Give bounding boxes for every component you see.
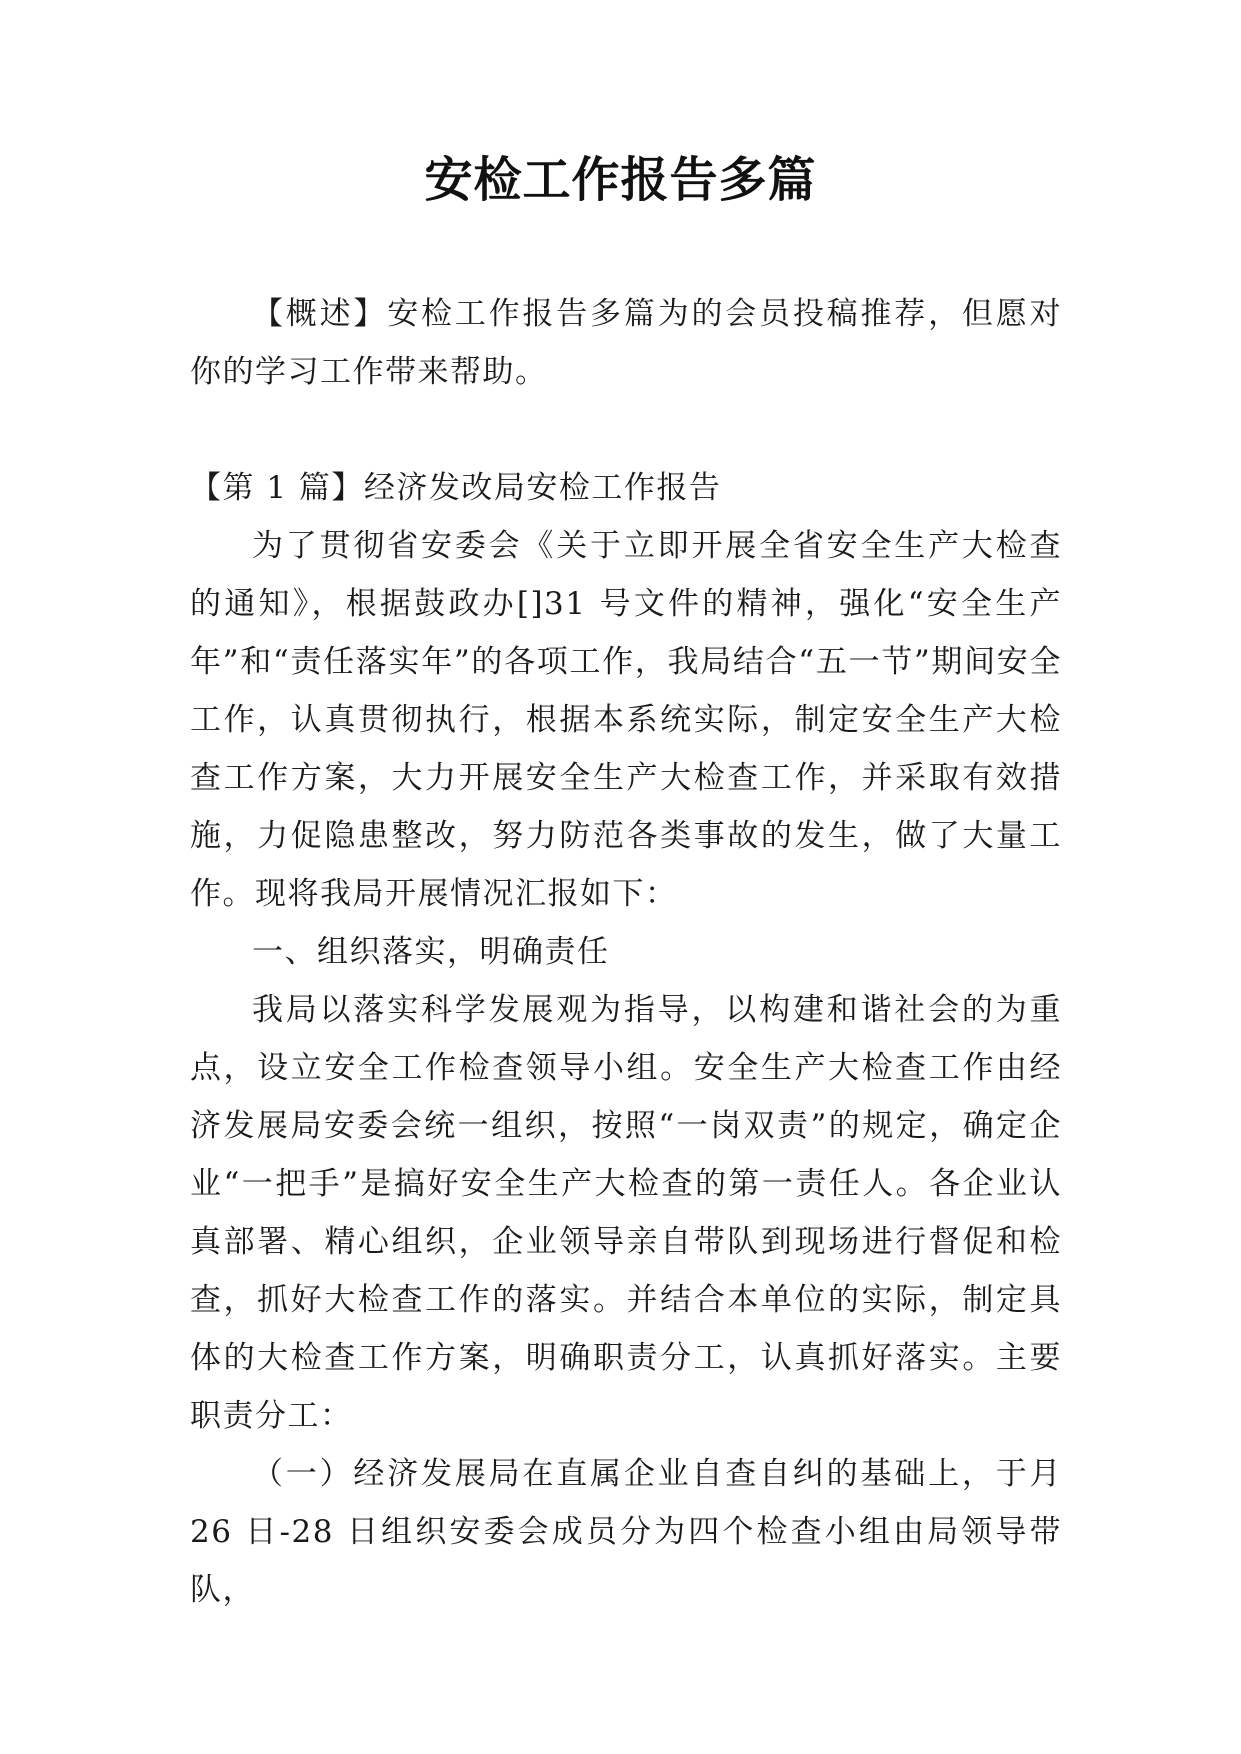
body-paragraph-1: 为了贯彻省安委会《关于立即开展全省安全生产大检查的通知》，根据鼓政办[]31 号文件的精神，强化“安全生产年”和“责任落实年”的各项工作，我局结合“五一节”期间安全工作，认真贯彻执行，根据本系统实际，制定安全生产大检查工作方案，大力开展安全生产大检查工作，并采取有效措施，力促隐患整改，努力防范各类事故的发生，做了大量工作。现将我局开展情况汇报如下：: [190, 528, 1062, 912]
summary-paragraph: 【概述】安检工作报告多篇为的会员投稿推荐，但愿对你的学习工作带来帮助。: [190, 296, 1062, 390]
section-heading: 【第 1 篇】经济发改局安检工作报告: [190, 470, 722, 506]
body-paragraph-3: （一）经济发展局在直属企业自查自纠的基础上，于月 26 日-28 日组织安委会成员分为四个检查小组由局领导带队，: [190, 1456, 1062, 1608]
document-body: [190, 285, 1062, 1619]
subheading-organization: 一、组织落实，明确责任: [252, 934, 610, 970]
spacer: [190, 401, 1062, 459]
document-title: 安检工作报告多篇: [424, 152, 817, 208]
body-paragraph-2: 我局以落实科学发展观为指导，以构建和谐社会的为重点，设立安全工作检查领导小组。安全生产大检查工作由经济发展局安委会统一组织，按照“一岗双责”的规定，确定企业“一把手”是搞好安全生产大检查的第一责任人。各企业认真部署、精心组织，企业领导亲自带队到现场进行督促和检查，抓好大检查工作的落实。并结合本单位的实际，制定具体的大检查工作方案，明确职责分工，认真抓好落实。主要职责分工：: [190, 992, 1062, 1434]
